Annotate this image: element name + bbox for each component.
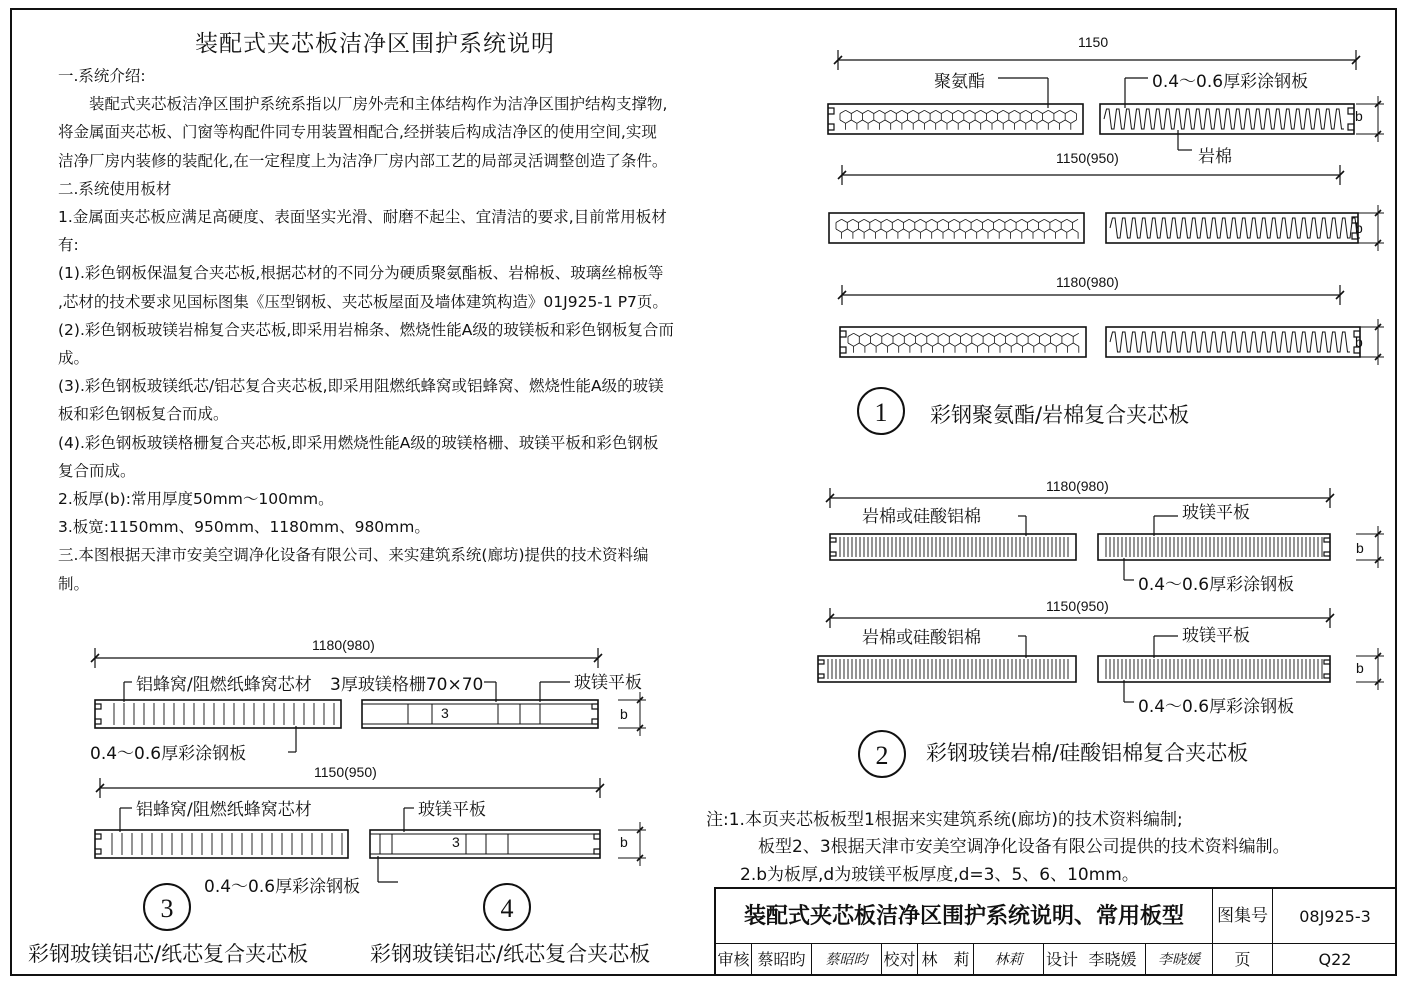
- title-block: [714, 887, 1397, 976]
- panel-joint: [1324, 660, 1330, 678]
- check-label: 校对: [882, 944, 918, 976]
- d2-number-circle: 2: [858, 730, 906, 778]
- text-line: 1.金属面夹芯板应满足高硬度、表面坚实光滑、耐磨不起尘、宜清洁的要求,目前常用板材: [58, 208, 667, 226]
- page-label: 页: [1213, 944, 1273, 976]
- reviewer-name: 蔡昭昀: [752, 944, 812, 976]
- text-line: 二.系统使用板材: [58, 179, 172, 198]
- panel-joint: [95, 834, 101, 854]
- d1-dim-1150: 1150: [1078, 34, 1109, 50]
- d2-label-rock-1: 岩棉或硅酸铝棉: [862, 507, 981, 527]
- panel-joint: [95, 704, 101, 724]
- d1-dim-1180-980: 1180(980): [1056, 274, 1119, 290]
- d2-label-steel-2: 0.4～0.6厚彩涂钢板: [1138, 697, 1295, 717]
- text-line: 有:: [58, 236, 79, 255]
- d2-b-2: b: [1356, 660, 1364, 676]
- atlas-label: 图集号: [1213, 889, 1273, 944]
- note-1: 注:1.本页夹芯板板型1根据来实建筑系统(廊坊)的技术资料编制;: [706, 810, 1183, 830]
- text-line: 洁净厂房内装修的装配化,在一定程度上为洁净厂房内部工艺的局部灵活调整创造了条件。: [58, 151, 668, 170]
- d3-dim-1150-950: 1150(950): [314, 764, 377, 780]
- d3-b-2: b: [620, 834, 628, 850]
- d1-rockwool-core-3: [1110, 332, 1350, 352]
- checker-name: 林 莉: [918, 944, 974, 976]
- d3-label-mgo-1: 玻镁平板: [574, 673, 642, 693]
- d1-pu-core-3: [848, 333, 1079, 353]
- d1-caption: 彩钢聚氨酯/岩棉复合夹芯板: [930, 403, 1190, 427]
- d2-core-2b: [1106, 659, 1322, 679]
- d1-number-circle: 1: [857, 387, 905, 435]
- d1-pu-core: [840, 110, 1076, 130]
- d3-three-1: 3: [441, 705, 449, 721]
- text-line: (1).彩色钢板保温复合夹芯板,根据芯材的不同分为硬质聚氨酯板、岩棉板、玻璃丝棉板等: [58, 264, 664, 283]
- panel-joint: [818, 660, 824, 678]
- d3-label-honeycomb-2: 铝蜂窝/阻燃纸蜂窝芯材: [136, 800, 312, 820]
- atlas-number: 08J925-3: [1273, 889, 1397, 944]
- d1-label-rockwool: 岩棉: [1198, 147, 1232, 167]
- panel-joint: [830, 538, 836, 556]
- d2-label-rock-2: 岩棉或硅酸铝棉: [862, 628, 981, 648]
- d2-panel-1a: [830, 534, 1076, 560]
- d3-label-grid: 3厚玻镁格栅70×70: [330, 675, 484, 695]
- d3-three-2: 3: [452, 834, 460, 850]
- d1-pu-panel-3: [840, 327, 1086, 357]
- d2-label-mgo-1: 玻镁平板: [1182, 503, 1250, 523]
- d3-core-2a: [112, 833, 342, 855]
- note-1b: 板型2、3根据天津市安美空调净化设备有限公司提供的技术资料编制。: [758, 837, 1290, 857]
- d2-dim-1180-980: 1180(980): [1046, 478, 1109, 494]
- d3-label-steel-1: 0.4～0.6厚彩涂钢板: [90, 744, 247, 764]
- d1-b-1: b: [1355, 108, 1363, 124]
- text-line: (2).彩色钢板玻镁岩棉复合夹芯板,即采用岩棉条、燃烧性能A级的玻镁板和彩色钢板复合而: [58, 320, 674, 339]
- panel-joint: [1348, 108, 1354, 130]
- d3-label-mgo-2: 玻镁平板: [418, 800, 486, 820]
- d2-caption: 彩钢玻镁岩棉/硅酸铝棉复合夹芯板: [926, 741, 1249, 765]
- reviewer-signature: 蔡昭昀: [812, 944, 882, 976]
- text-line: 一.系统介绍:: [58, 67, 146, 85]
- panel-joint: [840, 331, 846, 353]
- panel-joint: [594, 834, 600, 854]
- d3-caption: 彩钢玻镁铝芯/纸芯复合夹芯板: [28, 942, 309, 966]
- d1-pu-panel: [828, 104, 1083, 134]
- d3-core-1a: [114, 703, 334, 725]
- d3-dim-1180-980: 1180(980): [312, 637, 375, 653]
- text-line: 成。: [58, 349, 90, 367]
- note-2: 2.b为板厚,d为玻镁平板厚度,d=3、5、6、10mm。: [740, 865, 1139, 885]
- text-line: 制。: [58, 574, 90, 593]
- page-title: 装配式夹芯板洁净区围护系统说明: [195, 31, 555, 57]
- page-number: Q22: [1318, 950, 1352, 969]
- text-line: (4).彩色钢板玻镁格栅复合夹芯板,即采用燃烧性能A级的玻镁格栅、玻镁平板和彩色钢板: [58, 433, 659, 452]
- text-line: 2.板厚(b):常用厚度50mm～100mm。: [58, 490, 334, 508]
- text-line: 复合而成。: [58, 461, 136, 480]
- d2-core-1b: [1106, 537, 1322, 557]
- d4-number-circle: 4: [483, 883, 531, 931]
- sheet-title: 装配式夹芯板洁净区围护系统说明、常用板型: [716, 889, 1213, 944]
- text-line: ,芯材的技术要求见国标图集《压型钢板、夹芯板屋面及墙体建筑构造》01J925-1 P7页。: [58, 292, 668, 311]
- panel-joint: [592, 704, 598, 724]
- d1-pu-panel-2: [829, 213, 1084, 243]
- d1-rockwool-core: [1104, 109, 1344, 129]
- d2-label-steel-1: 0.4～0.6厚彩涂钢板: [1138, 575, 1295, 595]
- d1-label-pu: 聚氨酯: [934, 72, 985, 92]
- d1-pu-core-2: [836, 219, 1078, 239]
- d3-label-steel-2: 0.4～0.6厚彩涂钢板: [204, 877, 361, 897]
- checker-signature: 林莉: [974, 944, 1044, 976]
- designer-signature: 李晓媛: [1146, 944, 1213, 976]
- d3-label-honeycomb-1: 铝蜂窝/阻燃纸蜂窝芯材: [136, 675, 312, 695]
- d3-number-circle: 3: [143, 883, 191, 931]
- d2-label-mgo-2: 玻镁平板: [1182, 626, 1250, 646]
- panel-joint: [828, 108, 834, 130]
- text-line: (3).彩色钢板玻镁纸芯/铝芯复合夹芯板,即采用阻燃纸蜂窝或铝蜂窝、燃烧性能A级的玻镁: [58, 377, 664, 396]
- d1-b-2: b: [1355, 220, 1363, 236]
- design-label: 设计: [1045, 950, 1078, 969]
- d2-core-1a: [840, 537, 1068, 557]
- d3-b-1: b: [620, 706, 628, 722]
- text-line: 3.板宽:1150mm、950mm、1180mm、980mm。: [58, 518, 430, 537]
- review-label: 审核: [716, 944, 752, 976]
- d1-b-3: b: [1355, 334, 1363, 350]
- d2-dim-1150-950: 1150(950): [1046, 598, 1109, 614]
- d4-caption: 彩钢玻镁铝芯/纸芯复合夹芯板: [370, 942, 651, 966]
- panel-joint: [1324, 538, 1330, 556]
- d2-panel-2a: [818, 656, 1076, 682]
- d2-core-2a: [828, 659, 1068, 679]
- d1-dim-1150-950: 1150(950): [1056, 150, 1119, 166]
- d1-label-steel: 0.4～0.6厚彩涂钢板: [1152, 72, 1309, 92]
- d2-b-1: b: [1356, 540, 1364, 556]
- text-line: 板和彩色钢板复合而成。: [58, 405, 229, 424]
- text-line: 装配式夹芯板洁净区围护系统系指以厂房外壳和主体结构作为洁净区围护结构支撑物,: [58, 95, 668, 114]
- designer-name: 李晓媛: [1080, 944, 1146, 976]
- d3-panel-2a: [95, 830, 348, 858]
- d1-rockwool-core-2: [1110, 218, 1360, 238]
- text-line: 将金属面夹芯板、门窗等构配件同专用装置相配合,经拼装后构成洁净区的使用空间,实现: [58, 123, 657, 142]
- text-line: 三.本图根据天津市安美空调净化设备有限公司、来实建筑系统(廊坊)提供的技术资料编: [58, 546, 649, 565]
